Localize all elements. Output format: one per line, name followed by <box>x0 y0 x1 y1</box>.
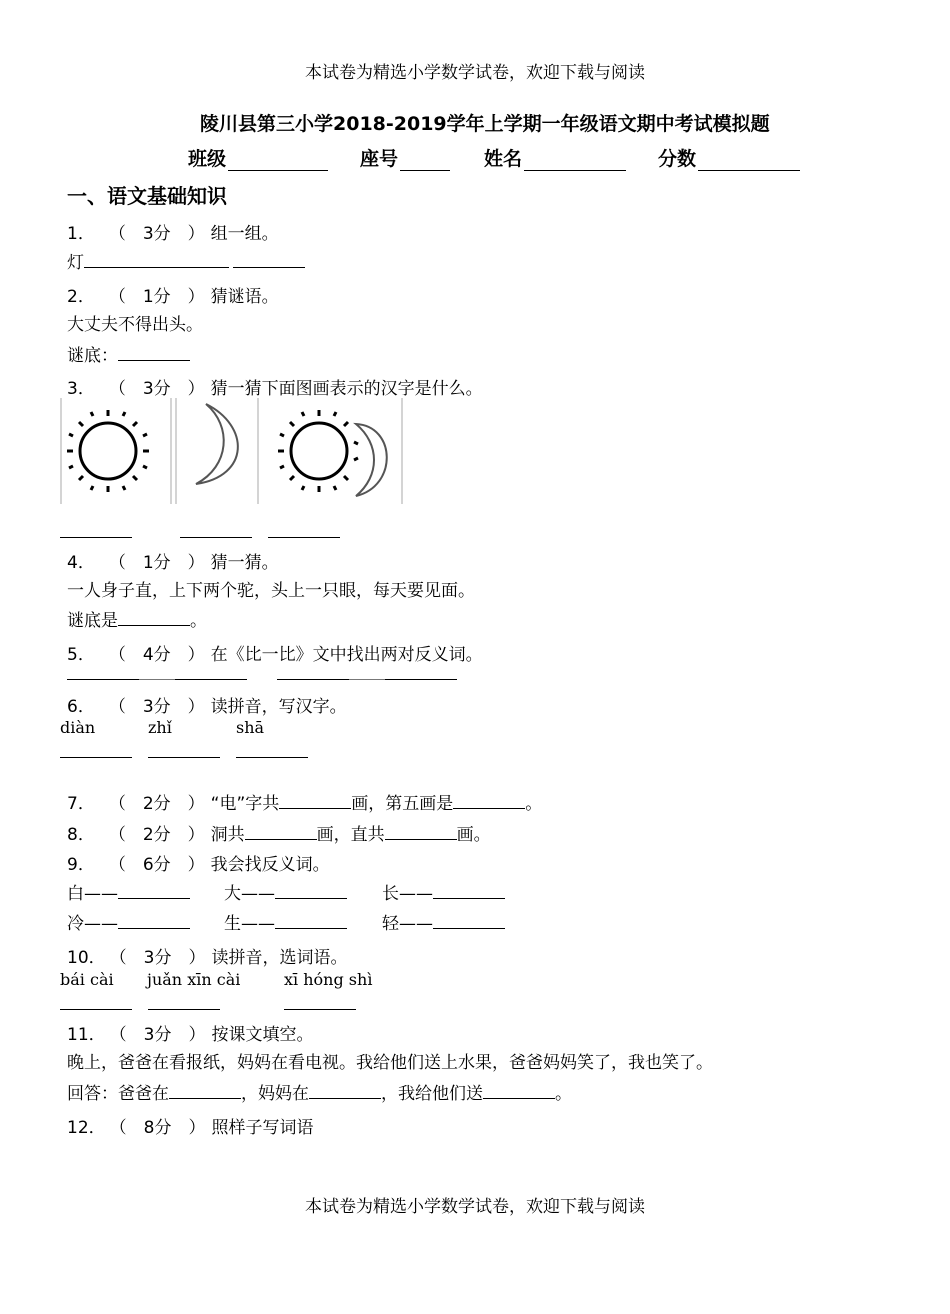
q2-riddle: 大丈夫不得出头。 <box>67 315 203 335</box>
q11-blank-3[interactable] <box>483 1083 555 1099</box>
question-7: 7． （ 2分 ） “电”字共 画，第五画是 。 <box>67 794 543 814</box>
q10-answer-line <box>60 994 356 1015</box>
q3-blank-2[interactable] <box>180 522 252 538</box>
q9-blank[interactable] <box>275 883 347 899</box>
q11-answer-line: 回答：爸爸在 ，妈妈在 ，我给他们送 。 <box>67 1084 572 1104</box>
name-label: 姓名 <box>484 148 523 170</box>
q9-blank[interactable] <box>433 883 505 899</box>
q9-row-2-b: 生—— <box>224 909 347 934</box>
question-1: 1． （ 3分 ） 组一组。 <box>67 224 279 244</box>
q9-blank[interactable] <box>118 883 190 899</box>
footer-note: 本试卷为精选小学数学试卷，欢迎下载与阅读 <box>305 1197 645 1217</box>
seat-label: 座号 <box>360 148 399 170</box>
section-heading: 一、语文基础知识 <box>67 184 227 208</box>
q6-blank-1[interactable] <box>60 742 132 758</box>
q6-pinyin-3: shā <box>236 718 265 737</box>
q2-blank[interactable] <box>118 345 190 361</box>
q9-row-1-c: 长—— <box>382 879 505 904</box>
q9-blank[interactable] <box>275 913 347 929</box>
q10-blank-2[interactable] <box>148 994 220 1010</box>
header-note: 本试卷为精选小学数学试卷，欢迎下载与阅读 <box>305 63 645 83</box>
moon-icon <box>176 398 258 504</box>
q5-blank-2[interactable] <box>175 664 247 680</box>
q6-pinyin-1: diàn <box>60 718 96 737</box>
sun-moon-pictures <box>58 396 408 506</box>
q10-pinyin-3: xī hóng shì <box>284 970 373 989</box>
q11-passage: 晚上，爸爸在看报纸，妈妈在看电视。我给他们送上水果，爸爸妈妈笑了，我也笑了。 <box>67 1053 713 1073</box>
class-label: 班级 <box>188 148 227 170</box>
page-title: 陵川县第三小学2018-2019学年上学期一年级语文期中考试模拟题 <box>200 113 770 135</box>
q6-answer-line <box>60 742 308 763</box>
q9-blank[interactable] <box>433 913 505 929</box>
q5-blank-3[interactable] <box>277 664 349 680</box>
q10-pinyin-2: juǎn xīn cài <box>147 970 241 989</box>
question-5: 5． （ 4分 ） 在《比一比》文中找出两对反义词。 <box>67 645 483 665</box>
q9-blank[interactable] <box>118 913 190 929</box>
name-blank[interactable] <box>524 150 626 171</box>
q4-blank[interactable] <box>118 610 190 626</box>
question-4: 4． （ 1分 ） 猜一猜。 <box>67 553 279 573</box>
q9-row-2-a: 冷—— <box>67 909 190 934</box>
q3-blank-3[interactable] <box>268 522 340 538</box>
q5-blank-1[interactable] <box>67 664 139 680</box>
q6-blank-2[interactable] <box>148 742 220 758</box>
q10-blank-3[interactable] <box>284 994 356 1010</box>
q1-blank-2[interactable] <box>233 252 305 268</box>
q2-answer-line: 谜底： <box>67 341 190 366</box>
score-blank[interactable] <box>698 150 800 171</box>
seat-field <box>360 144 450 171</box>
q11-blank-1[interactable] <box>169 1083 241 1099</box>
q5-blank-4[interactable] <box>385 664 457 680</box>
question-12: 12． （ 8分 ） 照样子写词语 <box>67 1118 314 1138</box>
q7-blank-2[interactable] <box>453 793 525 809</box>
q7-blank-1[interactable] <box>279 793 351 809</box>
question-10: 10． （ 3分 ） 读拼音，选词语。 <box>67 948 348 968</box>
q4-riddle: 一人身子直，上下两个驼，头上一只眼，每天要见面。 <box>67 581 475 601</box>
sun-and-moon-icon <box>278 398 402 504</box>
question-9: 9． （ 6分 ） 我会找反义词。 <box>67 855 330 875</box>
question-6: 6． （ 3分 ） 读拼音，写汉字。 <box>67 697 347 717</box>
q1-answer-line: 灯 <box>67 248 305 273</box>
q10-pinyin-1: bái cài <box>60 970 114 989</box>
q1-blank-1[interactable] <box>84 252 229 268</box>
q9-row-1-a: 白—— <box>67 879 190 904</box>
class-blank[interactable] <box>228 150 328 171</box>
q9-row-2-c: 轻—— <box>382 909 505 934</box>
question-8: 8． （ 2分 ） 洞共 画，直共 画。 <box>67 825 491 845</box>
q8-blank-2[interactable] <box>385 824 457 840</box>
score-field <box>658 144 800 171</box>
question-3: 3． （ 3分 ） 猜一猜下面图画表示的汉字是什么。 <box>67 379 483 399</box>
seat-blank[interactable] <box>400 150 450 171</box>
score-label: 分数 <box>658 148 697 170</box>
question-2: 2． （ 1分 ） 猜谜语。 <box>67 287 279 307</box>
sun-icon <box>61 398 171 504</box>
q5-answer-line <box>67 664 457 685</box>
q10-blank-1[interactable] <box>60 994 132 1010</box>
q11-blank-2[interactable] <box>309 1083 381 1099</box>
q8-blank-1[interactable] <box>245 824 317 840</box>
q6-blank-3[interactable] <box>236 742 308 758</box>
q9-row-1-b: 大—— <box>224 879 347 904</box>
name-field <box>484 144 626 171</box>
q4-answer-line: 谜底是 。 <box>67 611 207 631</box>
question-11: 11． （ 3分 ） 按课文填空。 <box>67 1025 314 1045</box>
q3-blank-1[interactable] <box>60 522 132 538</box>
q3-answer-line <box>60 522 340 543</box>
class-field <box>188 144 328 171</box>
q6-pinyin-2: zhǐ <box>148 718 172 737</box>
